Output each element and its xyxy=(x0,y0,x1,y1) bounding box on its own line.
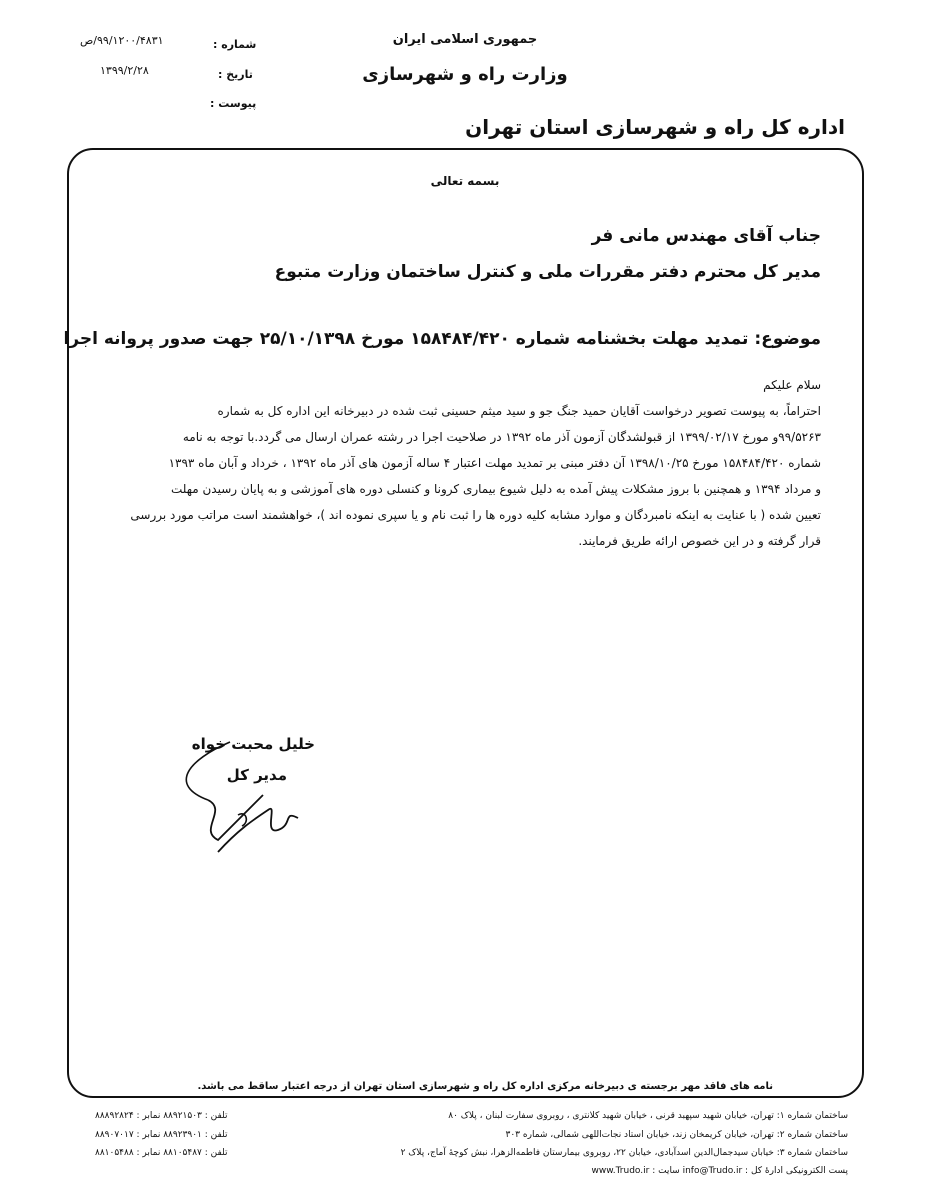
basmala: بسمه تعالی xyxy=(430,174,500,188)
body-line: تعیین شده ( با عنایت به اینکه نامبردگان و موارد مشابه کلیه دوره ها را ثبت نام و یا سپری نموده اند )، خواهشمند است مراتب مورد بررسی xyxy=(130,508,821,522)
footer-address-2: ساختمان شماره ۲: تهران، خیابان کریمخان زند، خیابان استاد نجات‌اللهی شمالی، شماره ۳۰۳ xyxy=(505,1130,848,1140)
validity-footnote: نامه های فاقد مهر برجسته ی دبیرخانه مرکزی اداره کل راه و شهرسازی استان تهران از درجه اعتبار ساقط می باشد. xyxy=(197,1081,773,1092)
footer-contact: پست الکترونیکی ادارهٔ کل : info@Trudo.ir سایت : www.Trudo.ir xyxy=(591,1166,848,1176)
signer-name: خلیل محبت خواه xyxy=(191,735,315,753)
body-line: و مرداد ۱۳۹۴ و همچنین با بروز مشکلات پیش آمده به دلیل شیوع بیماری کرونا و کنسلی دوره های آموزشی و به پایان رسیدن مهلت xyxy=(170,482,821,496)
greeting: سلام علیکم xyxy=(763,378,821,392)
footer-phone-1: تلفن : ۸۸۹۲۱۵۰۳ نمابر : ۸۸۸۹۲۸۲۴ xyxy=(95,1111,228,1121)
addressee-name: جناب آقای مهندس مانی فر xyxy=(591,226,821,246)
handwritten-signature xyxy=(168,740,308,860)
footer-address-3: ساختمان شماره ۳: خیابان سیدجمال‌الدین اسدآبادی، خیابان ۲۲، روبروی بیمارستان فاطمه‌الزهرا، نبش کوچهٔ آماج، پلاک ۲ xyxy=(400,1148,848,1158)
number-label: شماره : xyxy=(213,38,257,51)
footer-address-1: ساختمان شماره ۱: تهران، خیابان شهید سپهبد قرنی ، خیابان شهید کلانتری ، روبروی سفارت لبنان ، پلاک ۸۰ xyxy=(448,1111,848,1121)
body-line: احتراماً، به پیوست تصویر درخواست آقایان حمید جنگ جو و سید میثم حسینی ثبت شده در دبیرخانه این اداره کل به شماره xyxy=(217,404,821,418)
addressee-title: مدیر کل محترم دفتر مقررات ملی و کنترل ساختمان وزارت متبوع xyxy=(274,262,821,282)
letter-subject: موضوع: تمدید مهلت بخشنامه شماره ۱۵۸۴۸۴/۴۲۰ مورخ ۲۵/۱۰/۱۳۹۸ جهت صدور پروانه اجرا xyxy=(63,329,821,349)
republic-title: جمهوری اسلامی ایران xyxy=(392,32,538,47)
date-label: تاریخ : xyxy=(218,68,253,81)
number-value: ۹۹/۱۲۰۰/۴۸۳۱/ص xyxy=(80,34,164,47)
department-title: اداره کل راه و شهرسازی استان تهران xyxy=(465,115,845,139)
attachment-label: پیوست : xyxy=(210,97,257,110)
date-value: ۱۳۹۹/۲/۲۸ xyxy=(100,64,149,77)
letter-frame xyxy=(67,148,864,1098)
ministry-title: وزارت راه و شهرسازی xyxy=(362,64,568,85)
signer-title: مدیر کل xyxy=(226,766,287,784)
body-line: شماره ۱۵۸۴۸۴/۴۲۰ مورخ ۱۳۹۸/۱۰/۲۵ آن دفتر مبنی بر تمدید مهلت اعتبار ۴ ساله آزمون های آذر ماه ۱۳۹۲ ، خرداد و آبان ماه ۱۳۹۳ xyxy=(168,456,821,470)
footer-phone-2: تلفن : ۸۸۹۲۳۹۰۱ نمابر : ۸۸۹۰۷۰۱۷ xyxy=(95,1130,228,1140)
body-line: قرار گرفته و در این خصوص ارائه طریق فرمایند. xyxy=(578,534,821,548)
body-line: ۹۹/۵۲۶۳و مورخ ۱۳۹۹/۰۲/۱۷ از قبولشدگان آزمون آذر ماه ۱۳۹۲ در صلاحیت اجرا در رشته عمران ارسال می گردد.با توجه به نامه xyxy=(182,430,821,444)
footer-phone-3: تلفن : ۸۸۱۰۵۴۸۷ نمابر : ۸۸۱۰۵۴۸۸ xyxy=(95,1148,228,1158)
